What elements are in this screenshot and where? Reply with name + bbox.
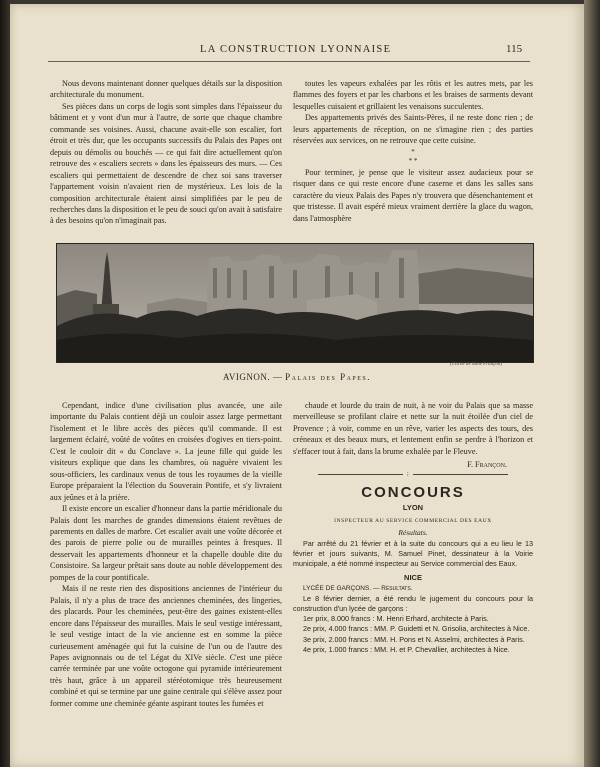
prize-entry: 1er prix, 8.000 francs : M. Henri Erhard, architecte à Paris. xyxy=(303,614,489,624)
section-separator xyxy=(293,148,533,166)
paragraph: Par arrêté du 21 février et à la suite du concours qui a eu lieu le 13 février et jours suivants, M. Samuel Pinet, dessinateur à la Voirie municipale, a été nommé inspecteur au Service commercial des Eaux. xyxy=(293,538,533,568)
paragraph: Mais il ne reste rien des dispositions anciennes de l'intérieur du Palais, il n'y a plus de trace des anciennes cheminées, des lingeries, des placards. Pour les cheminées, peut-être des gaines existent-elles encore dans l'épaisseur des murailles. Mais le seul vestige intéressant, le seul vestige intact de la vie ancienne est en somme la pièce curieusement aménagée qui fut la cuisine de l'un ou de l'autre des Papes avignonnais ou de tel Légat du XIVe siècle. C'est une pièce carrée terminée par une voûte octogone qui pyramide intérieurement très haut, grâce à un appareil stéréotomique très heureusement combiné et qui se termine par une gaine centrale qui s'élève assez pour former comme une cheminée géante aspirant toutes les fumées et xyxy=(50,584,282,708)
separator-star-top: * xyxy=(411,147,415,156)
page-header xyxy=(10,44,584,60)
photo-caption xyxy=(10,372,584,382)
header-rule xyxy=(48,61,530,62)
section-rule xyxy=(318,470,508,483)
palace-photo xyxy=(56,243,534,363)
nice-heading: NICE xyxy=(404,573,422,583)
prize-entry: 4e prix, 1.000 francs : MM. H. et P. Chevallier, architectes à Nice. xyxy=(303,644,510,654)
column-bottom-right xyxy=(293,400,533,655)
caption-city: AVIGNON. xyxy=(222,372,271,382)
column-bottom-left xyxy=(50,400,282,709)
magazine-page xyxy=(10,4,584,767)
rule-mark: ; xyxy=(403,469,413,480)
column-top-right xyxy=(293,78,533,224)
lyon-results-label: Résultats. xyxy=(398,528,428,538)
separator-star-bottom: * * xyxy=(408,156,418,165)
paragraph: Ses pièces dans un corps de logis sont simples dans l'épaisseur du bâtiment et y vont d'un mur à l'autre, de sorte que chaque chambre commande ses voisines. Aussi, chacune avait-elle son escalier, fort étroit et très dur, que les occupants successifs du Palais des Papes ont depuis ou démolis ou bouchés — ce qui fait dire actuellement qu'on retrouve des « escaliers secrets » dans les épaisseurs des murs. — Ces escaliers qui permettaient de descendre de chez soi sans traverser l'appartement voisin n'avaient rien de mystérieux. Les lois de la composition architecturale étaient ainsi simplifiées par le peu de recherches dans la disposition et le peu de souci qu'on avait à satisfaire à des besoins qu'on n'imaginait pas. xyxy=(50,101,283,226)
column-top-left xyxy=(50,78,282,227)
page-edge xyxy=(584,0,600,767)
caption-subject: Palais des Papes. xyxy=(285,372,372,382)
caption-dash: — xyxy=(272,372,283,382)
photo-credit: (Cliché de Mme Françon) xyxy=(450,362,503,367)
book-spine xyxy=(0,0,10,767)
lyon-announcement xyxy=(293,539,533,570)
paragraph: toutes les vapeurs exhalées par les rôtis et les autres mets, par les flammes des foyers et par les charbons et les braises de sarments devant lesquelles cuisaient et grillaient les venaisons succulentes. xyxy=(293,79,533,111)
nice-announcement xyxy=(293,584,533,655)
nice-lycee-label: LYCÉE DE GARÇONS. — Résultats. xyxy=(303,584,413,592)
paragraph: Il existe encore un escalier d'honneur dans la partie méridionale du Palais dont les marches de grandes dimensions étaient revêtues de parements en dalles de marbre. Cet escalier avait une voûte décorée et des parois de pierre polie ou de murailles peintes à fresques. Il desservait les appartements d'honneur et la chapelle double dite du Consistoire. Sa largeur prêtait sans doute au noble développement des pompes de la cour pontificale. xyxy=(50,504,282,582)
paragraph: Le 8 février dernier, a été rendu le jugement du concours pour la construction d'un lycée de garçons : xyxy=(293,593,533,613)
prize-entry: 2e prix, 4.000 francs : MM. P. Guidetti et N. Grisolia, architectes à Nice. xyxy=(303,624,530,634)
prize-entry: 3e prix, 2.000 francs : MM. H. Pons et N. Asselmi, architectes à Paris. xyxy=(303,634,525,644)
paragraph: Des appartements privés des Saints-Pères, il ne reste donc rien ; de leurs appartements de réception, on ne s'imagine rien ; des parties réservées aux services, on ne retrouve que cette cuisine. xyxy=(293,113,533,146)
lyon-heading: LYON xyxy=(402,503,424,513)
page-number: 115 xyxy=(506,43,523,55)
lyon-role: INSPECTEUR AU SERVICE COMMERCIAL DES EAUX xyxy=(334,517,492,524)
journal-title: LA CONSTRUCTION LYONNAISE xyxy=(200,44,392,55)
author-signature: F. Françon. xyxy=(467,460,507,470)
paragraph: Pour terminer, je pense que le visiteur assez audacieux pour se risquer dans ce qui reste encore d'une caserne et dans les salles sans caractère du vieux Palais des Papes n'y trouvera que désenchantement et que tristesse. Il avait espéré mieux vraiment derrière la glace du wagon, dans l'atmosphère xyxy=(293,167,533,223)
paragraph: Cependant, indice d'une civilisation plus avancée, une aile importante du Palais contient déjà un couloir assez large permettant l'isolement et le libre accès des pièces qu'il commande. Il est largement éclairé, voûté de voûtes en croisées d'ogives en tiers-point. C'est le couloir dit « du Conclave ». La jeune fille qui guide les visiteurs explique que dans les chambres, où naguère vivaient les sous-officiers, les cardinaux venus de tous les royaumes de la vieille Europe préparaient la l'élection du Souverain Pontife, et s'y livraient aux jeûnes et à la prière. xyxy=(50,401,282,502)
palace-photo-illustration xyxy=(57,244,533,362)
concours-heading: CONCOURS xyxy=(361,483,465,501)
paragraph: Nous devons maintenant donner quelques détails sur la disposition architecturale du monument. xyxy=(50,79,282,100)
paragraph: chaude et lourde du train de nuit, à ne voir du Palais que sa masse merveilleuse se profilant claire et nette sur la nuit étoilée d'un ciel de Provence ; à voir, comme en un rêve, varier les aspects des tours, des créneaux et des beaux murs, et lentement enfin se perdre à l'horizon et s'effacer tout à fait, dans la brume exhalée par le Fleuve. xyxy=(293,401,533,456)
